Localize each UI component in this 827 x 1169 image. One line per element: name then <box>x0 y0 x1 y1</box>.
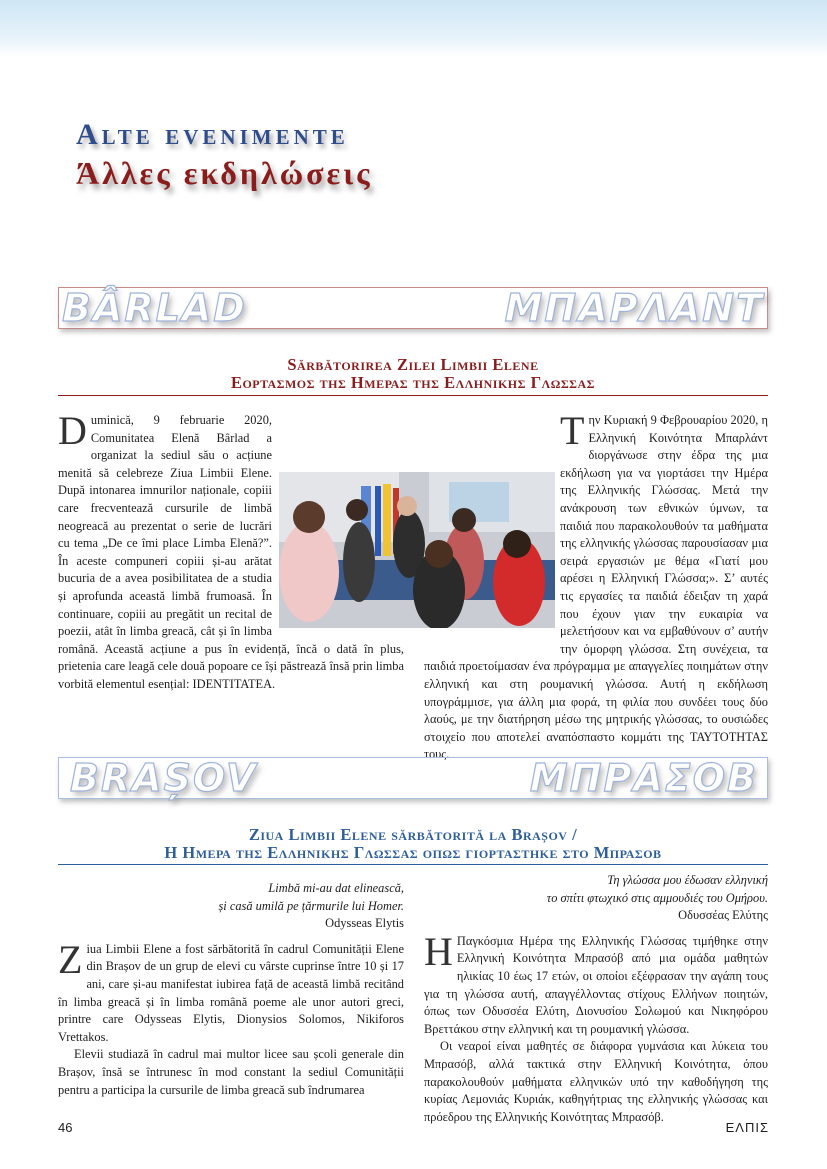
page-number: 46 <box>58 1120 73 1135</box>
section2-title-gr: Η Ημερα της Ελληνικης Γλωσσας οπως γιορταστηκε στο Μπρασοβ <box>164 843 662 862</box>
section2-title <box>58 826 768 862</box>
banner-city-gr: ΜΠΑΡΛΑΝΤ <box>504 286 764 330</box>
section1-gr-text: ην Κυριακή 9 Φεβρουαρίου 2020, η Ελληνική Κοινότητα Μπαρλάντ διοργάνωσε στην έδρα της μια εκδήλωση για να γιορτάσει την Ημέρα της Ελληνικής Γλώσσας. Μετά την ανάκρουση των εθνικών ύμνων, τα παιδιά που παρακολουθούν τα μαθήματα της ελληνικής γλώσσας παρουσίασαν μια σειρά εργασιών με θέμα «Γιατί μου αρέσει η Ελληνική Γλώσσα;». Σ’ αυτές τις εργασίες τα παιδιά έδειξαν τη χαρά που έχουν γιαν την ευκαιρία να μελετήσουν και να εμβαθύνουν σ’ αυτήν την όμορφη γλώσσα. Στη συνέχεια, τα παιδιά προετοίμασαν ένα πρόγραμμα με απαγγελίες ποιημάτων στην ελληνική και στη ρουμανική γλώσσα. Αυτή η εκδήλωση υπογράμμισε, για άλλη μια φορά, τη φιλία που συνδέει τους δύο λαούς, με την διατήρηση μέσω της μητρικής γλώσσας, το ουσιώδες στοιχείο που αποτελεί αναπόσπαστο κομμάτι της ΤΑΥΤΟΤΗΤΑΣ τους. <box>424 413 768 762</box>
section2-gr-paragraph2: Οι νεαροί είναι μαθητές σε διάφορα γυμνάσια και λύκεια του Μπρασόβ, αλλά τακτικά στην Ελληνική Κοινότητα, όπου παρακολουθούν μαθήματα ελληνικών υπό την καθοδήγηση της κυρίας Λεμονιάς Κυριάκ, καθηγήτριας της ελληνικής γλώσσας και πρόεδρου της Ελληνικής Κοινότητας Μπρασόβ. <box>424 1039 768 1124</box>
section1-title-ro: Sărbătorirea Zilei Limbii Elene <box>287 355 539 374</box>
section2-gr-column <box>424 872 768 1126</box>
section2-gr-text1: Παγκόσμια Ημέρα της Ελληνικής Γλώσσας τιμήθηκε στην Ελληνική Κοινότητα Μπρασόβ από μια ομάδα μαθητών ηλικίας 10 έως 17 ετών, οι οποίοι εξέφρασαν την αγάπη τους για τη γλώσσα αυτή, απαγγέλλοντας στίχους Ελλήνων ποιητών, όπως των Οδυσσέα Ελύτη, Διονυσίου Σολωμού και Νικηφόρου Βρεττάκου στην ελληνική και τη ρουμανική γλώσσα. <box>424 933 768 1036</box>
page-header <box>76 118 373 194</box>
event-photo-illustration <box>279 472 555 628</box>
banner-city-gr: ΜΠΡΑΣΟΒ <box>529 756 758 800</box>
banner-city-ro: BÂRLAD <box>62 286 247 330</box>
drop-cap: Z <box>58 936 83 982</box>
gr-epigraph-line1: Τη γλώσσα μου έδωσαν ελληνική <box>607 873 768 887</box>
ro-epigraph-author: Odysseas Elytis <box>325 916 404 931</box>
section1-rule <box>58 395 768 396</box>
magazine-name: ΕΛΠΙΣ <box>725 1120 769 1135</box>
ro-epigraph-line1: Limbă mi-au dat elinească, <box>268 881 404 895</box>
section1-ro-text: uminică, 9 februarie 2020, Comunitatea Elenă Bârlad a organizat la sediul său o acțiune menită să celebreze Ziua Limbii Elene. După intonarea imnurilor naționale, copiii care frecventează cursurile de limbă neogreacă au prezentat o serie de lucrări cu tema „De ce îmi place Limba Elenă?”. În aceste compuneri copiii și-au arătat bucuria de a avea posibilitatea de a studia și aprofunda această limbă frumoasă. În continuare, copiii au pregătit un recital de poezii, atât în limba greacă, cât și în limba română. Această acțiune a pus în evidență, încă o dată în plus, prietenia care leagă cele două popoare ce își păstrează însă prin limba vorbită elementul esențial: IDENTITATEA. <box>58 413 404 691</box>
section2-title-ro: Ziua Limbii Elene sărbătorită la Brașov / <box>248 825 578 844</box>
section1-title-gr: Εορτασμος της Ημερας της Ελληνικης Γλωσσας <box>230 373 596 392</box>
gr-epigraph-author: Οδυσσέας Ελύτης <box>678 908 768 923</box>
banner-city-ro: BRAȘOV <box>70 756 258 800</box>
section2-ro-paragraph2: Elevii studiază în cadrul mai multor licee sau școli generale din Brașov, însă se întrunesc în mod constant la sediul Comunității pentru a participa la cursurile de limba greacă sub îndrumarea <box>58 1047 404 1097</box>
drop-cap: Η <box>424 928 453 974</box>
section1-title <box>58 356 768 392</box>
drop-cap: D <box>58 408 87 453</box>
section2-ro-text1: iua Limbii Elene a fost sărbătorită în cadrul Comunității Elene din Brașov de un grup de elevi cu vârste cuprinse între 10 și 17 ani, care și-au manifestat iubirea față de această limbă recitând în limba greacă și în limba română poeme ale unor autori greci, printre care Odysseas Elytis, Dionysios Solomos, Nikiforos Vrettakos. <box>58 941 404 1044</box>
gr-epigraph-line2: το σπίτι φτωχικό στις αμμουδιές του Ομήρου. <box>546 890 768 905</box>
ro-epigraph-line2: și casă umilă pe țărmurile lui Homer. <box>218 898 404 913</box>
event-photo <box>279 472 555 628</box>
brasov-banner <box>58 757 768 799</box>
barlad-banner <box>58 287 768 329</box>
drop-cap: Τ <box>560 408 585 453</box>
header-title-gr: Άλλες εκδηλώσεις <box>76 155 373 191</box>
top-gradient-band <box>0 0 827 58</box>
section2-ro-column <box>58 880 404 1099</box>
section2-ro-paragraph1 <box>58 936 404 1047</box>
section2-gr-paragraph1 <box>424 928 768 1039</box>
header-title-ro: Alte evenimente <box>76 118 349 151</box>
section2-rule <box>58 864 768 865</box>
